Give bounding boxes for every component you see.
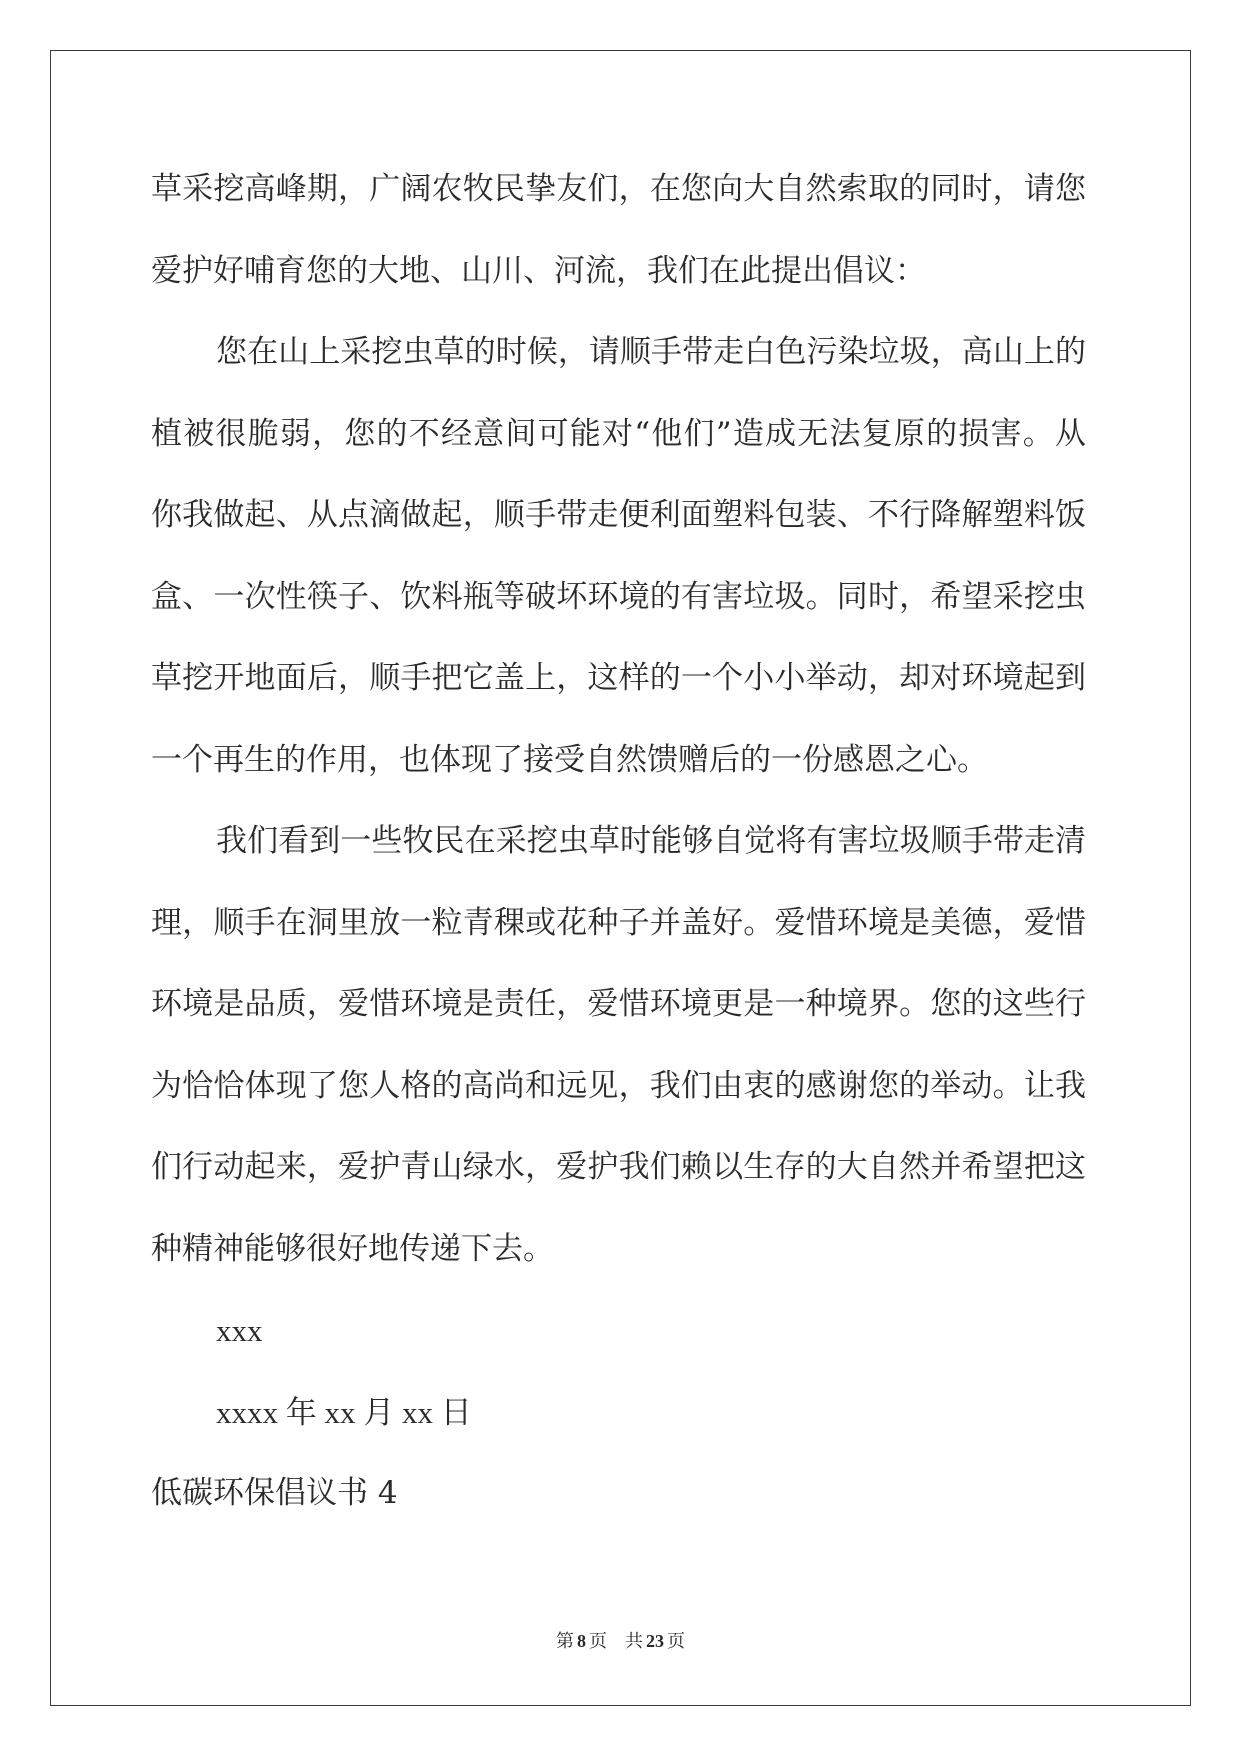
document-body — [151, 149, 1086, 1535]
paragraph-line: 盒、一次性筷子、饮料瓶等破坏环境的有害垃圾。同时，希望采挖虫 — [151, 578, 1086, 615]
paragraph-line: 我们看到一些牧民在采挖虫草时能够自觉将有害垃圾顺手带走清 — [216, 823, 1086, 859]
paragraph-line: 你我做起、从点滴做起，顺手带走便利面塑料包装、不行降解塑料饭 — [151, 497, 1086, 533]
page-suffix: 页 — [589, 1631, 607, 1652]
paragraph-line: 理，顺手在洞里放一粒青稞或花种子并盖好。爱惜环境是美德，爱惜 — [151, 904, 1086, 941]
paragraph-line: 一个再生的作用，也体现了接受自然馈赠后的一份感恩之心。 — [151, 741, 988, 778]
section-heading: 低碳环保倡议书 4 — [151, 1475, 398, 1511]
paragraph-line: 您在山上采挖虫草的时候，请顺手带走白色污染垃圾，高山上的 — [216, 334, 1086, 370]
paragraph-line: 草采挖高峰期，广阔农牧民挚友们，在您向大自然索取的同时，请您 — [151, 171, 1086, 207]
total-prefix: 共 — [625, 1631, 643, 1652]
page-prefix: 第 — [556, 1631, 574, 1652]
page-number: 8 — [577, 1631, 586, 1651]
signature: xxx — [216, 1313, 263, 1348]
paragraph-line: 爱护好哺育您的大地、山川、河流，我们在此提出倡议： — [151, 252, 926, 289]
total-pages: 23 — [646, 1631, 664, 1651]
paragraph-line: 为恰恰体现了您人格的高尚和远见，我们由衷的感谢您的举动。让我 — [151, 1067, 1086, 1104]
letter-date: xxxx 年 xx 月 xx 日 — [216, 1394, 472, 1430]
page-footer — [0, 1629, 1241, 1654]
paragraph-line: 种精神能够很好地传递下去。 — [151, 1230, 554, 1267]
paragraph-line: 草挖开地面后，顺手把它盖上，这样的一个小小举动，却对环境起到 — [151, 660, 1086, 696]
total-suffix: 页 — [667, 1631, 685, 1652]
paragraph-line: 植被很脆弱，您的不经意间可能对“他们”造成无法复原的损害。从 — [151, 415, 1086, 452]
paragraph-line: 们行动起来，爱护青山绿水，爱护我们赖以生存的大自然并希望把这 — [151, 1149, 1086, 1185]
paragraph-line: 环境是品质，爱惜环境是责任，爱惜环境更是一种境界。您的这些行 — [151, 986, 1086, 1022]
